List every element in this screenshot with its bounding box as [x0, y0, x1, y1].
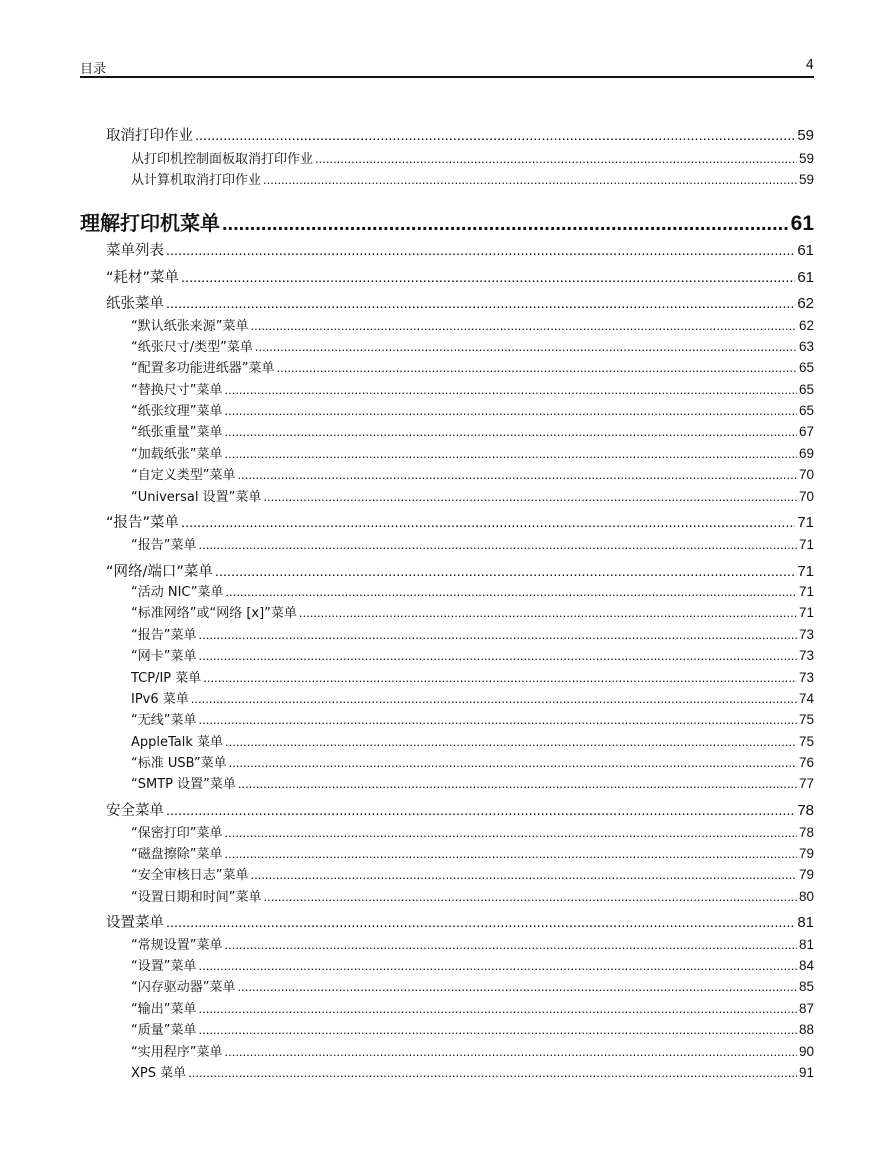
toc-entry-page: 71: [798, 605, 814, 620]
toc-entry[interactable]: [106, 560, 814, 581]
toc-entry-page: 81: [797, 914, 814, 931]
toc-entry-title: 从打印机控制面板取消打印作业: [131, 152, 314, 167]
header-page-number: 4: [805, 58, 814, 73]
toc-dot-leader: [215, 564, 795, 580]
toc-entry-page: 61: [797, 242, 814, 259]
toc-entry[interactable]: [131, 464, 814, 483]
toc-entry[interactable]: [131, 955, 814, 974]
toc-entry[interactable]: [106, 511, 814, 532]
toc-entry[interactable]: [131, 379, 814, 398]
toc-entry-title: “设置”菜单: [131, 959, 197, 974]
toc-dot-leader: [263, 489, 797, 504]
toc-entry[interactable]: [131, 998, 814, 1017]
toc-entry-page: 81: [798, 937, 814, 952]
toc-entry[interactable]: [131, 667, 814, 686]
toc-dot-leader: [198, 1022, 796, 1037]
toc-dot-leader: [224, 825, 796, 840]
toc-entry-title: “纸张纹理”菜单: [131, 404, 223, 419]
toc-entry-page: 59: [798, 151, 814, 166]
toc-dot-leader: [224, 937, 796, 952]
toc-entry[interactable]: [131, 976, 814, 995]
toc-entry-page: 84: [798, 958, 814, 973]
toc-entry-page: 91: [798, 1065, 814, 1080]
toc-entry[interactable]: [131, 421, 814, 440]
toc-entry-page: 73: [798, 648, 814, 663]
toc-dot-leader: [250, 318, 796, 333]
toc-entry[interactable]: [131, 400, 814, 419]
toc-entry-page: 71: [798, 584, 814, 599]
toc-entry[interactable]: [131, 624, 814, 643]
toc-entry-page: 62: [798, 318, 814, 333]
toc-entry-page: 63: [798, 339, 814, 354]
toc-entry-title: “报告”菜单: [131, 628, 197, 643]
toc-dot-leader: [263, 172, 797, 187]
toc-entry[interactable]: [131, 1041, 814, 1060]
toc-entry-page: 61: [797, 269, 814, 286]
toc-entry[interactable]: [131, 486, 814, 505]
toc-dot-leader: [191, 691, 797, 706]
toc-entry-page: 85: [798, 979, 814, 994]
toc-entry-title: “网络/端口”菜单: [106, 564, 213, 580]
toc-entry-page: 90: [798, 1044, 814, 1059]
toc-entry[interactable]: [131, 843, 814, 862]
toc-entry[interactable]: [106, 239, 814, 260]
toc-entry-title: “设置日期和时间”菜单: [131, 890, 262, 905]
toc-entry-title: 菜单列表: [106, 243, 164, 259]
toc-entry-page: 59: [797, 127, 814, 144]
toc-entry-title: IPv6 菜单: [131, 692, 189, 707]
toc-entry[interactable]: [106, 266, 814, 287]
toc-entry-title: “自定义类型”菜单: [131, 468, 236, 483]
toc-dot-leader: [181, 515, 795, 531]
toc-dot-leader: [225, 584, 796, 599]
toc-entry-page: 70: [798, 489, 814, 504]
toc-entry[interactable]: [131, 645, 814, 664]
toc-entry-page: 71: [798, 537, 814, 552]
toc-dot-leader: [203, 670, 797, 685]
toc-entry-title: AppleTalk 菜单: [131, 735, 224, 750]
toc-dot-leader: [166, 296, 795, 312]
toc-entry-page: 73: [798, 627, 814, 642]
toc-entry[interactable]: [106, 799, 814, 820]
toc-entry-title: “安全审核日志”菜单: [131, 868, 249, 883]
toc-entry[interactable]: [131, 1062, 814, 1081]
toc-entry-title: “纸张尺寸/类型”菜单: [131, 340, 253, 355]
toc-dot-leader: [198, 537, 796, 552]
toc-entry[interactable]: [131, 315, 814, 334]
toc-dot-leader: [276, 360, 796, 375]
toc-entry-title: “替换尺寸”菜单: [131, 383, 223, 398]
toc-entry-title: “SMTP 设置”菜单: [131, 777, 236, 792]
toc-entry-title: “保密打印”菜单: [131, 826, 223, 841]
toc-entry-page: 65: [798, 382, 814, 397]
toc-entry-title: 理解打印机菜单: [80, 211, 220, 235]
toc-entry-page: 62: [797, 295, 814, 312]
toc-entry[interactable]: [131, 336, 814, 355]
toc-entry-page: 69: [798, 446, 814, 461]
toc-dot-leader: [225, 734, 797, 749]
toc-entry-title: “Universal 设置”菜单: [131, 490, 262, 505]
toc-dot-leader: [250, 867, 796, 882]
toc-entry-title: “报告”菜单: [131, 538, 197, 553]
toc-entry[interactable]: [131, 709, 814, 728]
toc-dot-leader: [299, 605, 797, 620]
toc-entry-title: “活动 NIC”菜单: [131, 585, 224, 600]
toc-dot-leader: [198, 1001, 796, 1016]
toc-entry-title: “网卡”菜单: [131, 649, 197, 664]
toc-entry[interactable]: [131, 602, 814, 621]
toc-entry-page: 79: [798, 867, 814, 882]
toc-dot-leader: [166, 803, 795, 819]
toc-entry[interactable]: [131, 688, 814, 707]
toc-entry[interactable]: [131, 357, 814, 376]
toc-entry[interactable]: [131, 822, 814, 841]
toc-entry-title: “闪存驱动器”菜单: [131, 980, 236, 995]
toc-entry-page: 79: [798, 846, 814, 861]
toc-entry-page: 65: [798, 360, 814, 375]
toc-entry-title: “常规设置”菜单: [131, 938, 223, 953]
toc-entry-page: 70: [798, 467, 814, 482]
toc-entry[interactable]: [106, 292, 814, 313]
toc-entry-title: XPS 菜单: [131, 1066, 187, 1081]
toc-entry-title: “标准网络”或“网络 [x]”菜单: [131, 606, 297, 621]
toc-entry-page: 67: [798, 424, 814, 439]
toc-entry-title: 安全菜单: [106, 803, 164, 819]
toc-entry[interactable]: [106, 911, 814, 932]
toc-entry-title: “质量”菜单: [131, 1023, 197, 1038]
toc-dot-leader: [224, 403, 796, 418]
toc-entry[interactable]: [80, 207, 814, 236]
toc-entry-title: “磁盘擦除”菜单: [131, 847, 223, 862]
toc-dot-leader: [255, 339, 797, 354]
toc-entry-page: 75: [798, 712, 814, 727]
toc-entry[interactable]: [131, 148, 814, 167]
toc-entry-title: “标准 USB”菜单: [131, 756, 227, 771]
toc-dot-leader: [224, 424, 796, 439]
toc-entry-title: “输出”菜单: [131, 1002, 197, 1017]
toc-dot-leader: [188, 1065, 797, 1080]
toc-dot-leader: [224, 846, 796, 861]
toc-entry-page: 80: [798, 889, 814, 904]
toc-entry-page: 71: [797, 563, 814, 580]
toc-dot-leader: [237, 979, 796, 994]
toc-entry-title: TCP/IP 菜单: [131, 671, 202, 686]
toc-dot-leader: [229, 755, 797, 770]
toc-entry-title: “加载纸张”菜单: [131, 447, 223, 462]
toc-dot-leader: [195, 128, 795, 144]
toc-entry-title: “配置多功能进纸器”菜单: [131, 361, 275, 376]
toc-entry-page: 75: [798, 734, 814, 749]
toc-dot-leader: [222, 213, 789, 236]
toc-entry-title: “默认纸张来源”菜单: [131, 319, 249, 334]
toc-entry-title: 设置菜单: [106, 915, 164, 931]
toc-entry-page: 65: [798, 403, 814, 418]
toc-entry-page: 78: [797, 802, 814, 819]
toc-entry[interactable]: [131, 1019, 814, 1038]
toc-entry-page: 73: [798, 670, 814, 685]
toc-entry-page: 88: [798, 1022, 814, 1037]
toc-dot-leader: [198, 648, 796, 663]
toc-entry[interactable]: [131, 534, 814, 553]
toc-entry[interactable]: [131, 773, 814, 792]
toc-entry-page: 74: [798, 691, 814, 706]
toc-entry-page: 78: [798, 825, 814, 840]
toc-entry-page: 59: [798, 172, 814, 187]
toc-dot-leader: [224, 446, 796, 461]
header-title: 目录: [80, 62, 107, 77]
toc-dot-leader: [181, 270, 795, 286]
toc-entry[interactable]: [131, 443, 814, 462]
toc-dot-leader: [238, 776, 797, 791]
toc-dot-leader: [237, 467, 796, 482]
toc-entry[interactable]: [131, 886, 814, 905]
toc-entry-page: 76: [798, 755, 814, 770]
toc-entry-title: “耗材”菜单: [106, 270, 180, 286]
toc-dot-leader: [198, 958, 796, 973]
toc-entry-title: “纸张重量”菜单: [131, 425, 223, 440]
toc-dot-leader: [315, 151, 797, 166]
toc-entry-title: 从计算机取消打印作业: [131, 173, 262, 188]
toc-dot-leader: [198, 627, 796, 642]
toc-entry-page: 77: [798, 776, 814, 791]
toc-dot-leader: [198, 712, 796, 727]
toc-dot-leader: [224, 382, 796, 397]
toc-entry[interactable]: [106, 124, 814, 145]
toc-entry-title: “实用程序”菜单: [131, 1045, 223, 1060]
toc-dot-leader: [166, 243, 795, 259]
toc-entry-title: 取消打印作业: [106, 128, 193, 144]
toc-dot-leader: [166, 915, 795, 931]
toc-entry-title: “报告”菜单: [106, 515, 180, 531]
toc-entry-title: “无线”菜单: [131, 713, 197, 728]
toc-entry[interactable]: [131, 581, 814, 600]
toc-entry[interactable]: [131, 731, 814, 750]
toc-dot-leader: [224, 1044, 796, 1059]
toc-entry-page: 87: [798, 1001, 814, 1016]
toc-entry[interactable]: [131, 169, 814, 188]
toc-entry-page: 61: [790, 212, 814, 235]
toc-entry[interactable]: [131, 864, 814, 883]
toc-entry[interactable]: [131, 752, 814, 771]
toc-entry-title: 纸张菜单: [106, 296, 164, 312]
toc-dot-leader: [263, 889, 796, 904]
toc-entry[interactable]: [131, 934, 814, 953]
toc-entry-page: 71: [797, 514, 814, 531]
